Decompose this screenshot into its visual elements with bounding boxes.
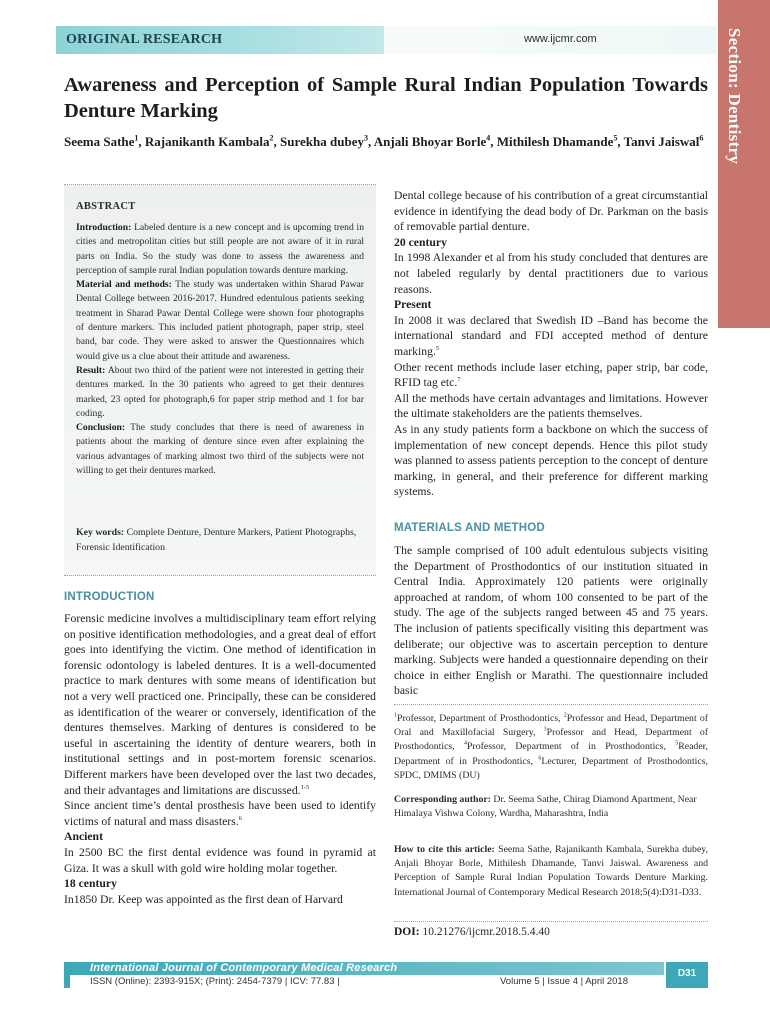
keywords	[76, 525, 364, 555]
side-section-label-wrap	[718, 0, 770, 328]
footer-volume: Volume 5 | Issue 4 | April 2018	[500, 976, 628, 987]
doi	[394, 926, 550, 938]
affil-sup: 3	[543, 726, 547, 733]
abstract-heading: ABSTRACT	[76, 201, 136, 212]
intro-paragraph	[64, 798, 376, 829]
methods-text: The sample comprised of 100 adult edentulous subjects visiting the Department of Prosthodontics of our institution situated in Central India. Approximately 120 patients were originally approached at random, of whom 100 consented to be part of the study. The age of the subjects ranged between 45 and 75 years. The inclusion of patients specifically visiting this department was deliberate; our objective was to ascertain perception to denture marking. Subjects were handed a questionnaire depending on their choice in either English or Marathi. The questionnaire included basic	[394, 544, 708, 698]
author-sup: 3	[363, 133, 368, 143]
article-title: Awareness and Perception of Sample Rural Indian Population Towards Denture Marking	[64, 74, 708, 122]
citation-ref[interactable]: 6	[238, 814, 242, 822]
ancient-heading: Ancient	[64, 830, 103, 844]
footer-band	[64, 962, 664, 975]
abstract-label: Conclusion:	[76, 422, 126, 434]
century-18-heading: 18 century	[64, 877, 117, 891]
abstract-text: Labeled denture is a new concept and is upcoming trend in cities and metropolitan cities but still people are not aware of it in rural parts on India. So the study was done to assess the awareness and perception of sample rural Indian population towards denture marking.	[76, 222, 364, 276]
corresponding-label: Corresponding author:	[394, 794, 491, 805]
section-banner	[56, 26, 384, 54]
author: Seema Sathe	[64, 134, 135, 149]
author-sup: 6	[699, 133, 704, 143]
intro-paragraph	[64, 611, 376, 798]
affil-sup: 5	[675, 741, 679, 748]
methods-body	[394, 543, 708, 699]
corresponding-text: Dr. Seema Sathe, Chirag Diamond Apartment, Near Himalaya Vishwa Colony, Wardha, Maharashtra, India	[394, 794, 697, 820]
abstract-text: The study concludes that there is need of awareness in patients about the marking of denture since even after explaining the various advantages of marking almost two third of the subjects were not willing to get their dentures marked.	[76, 422, 364, 477]
present-body: In 2008 it was declared that Swedish ID –Band has become the international standard and FDI accepted method of denture marking.	[394, 313, 708, 358]
introduction-heading: INTRODUCTION	[64, 591, 155, 603]
other-methods-body: Other recent methods include laser etching, paper strip, bar code, RFID tag etc.	[394, 360, 708, 390]
affiliations	[394, 712, 708, 783]
citation-ref[interactable]: 7	[457, 376, 461, 384]
footer-journal-name: International Journal of Contemporary Medical Research	[90, 962, 398, 974]
affil-text: Reader, Department of in Prosthodontics,	[394, 741, 709, 767]
footer-issn: ISSN (Online): 2393-915X; (Print): 2454-7379 | ICV: 77.83 |	[90, 976, 340, 987]
author: Anjali Bhoyar Borle	[373, 134, 487, 149]
citation-ref[interactable]: 5	[435, 345, 440, 353]
doi-label: DOI:	[394, 926, 420, 938]
century-18-text: In1850 Dr. Keep was appointed as the first dean of Harvard	[64, 892, 343, 906]
affil-text: Professor, Department of in Prosthodontics,	[466, 741, 676, 753]
author-sup: 5	[613, 133, 618, 143]
author: Rajanikanth Kambala	[144, 134, 270, 149]
how-to-cite	[394, 843, 708, 900]
side-section-label: Section: Dentistry	[725, 28, 744, 165]
affil-text: Lecturer, Department of Prosthodontics, SPDC, DMIMS (DU)	[394, 755, 708, 781]
century-20-text: In 1998 Alexander et al from his study concluded that dentures are not labeled regularly by dental practitioners due to various reasons.	[394, 251, 708, 296]
keywords-label: Key words:	[76, 527, 125, 538]
abstract-introduction	[76, 221, 364, 278]
running-footer	[64, 962, 708, 988]
affil-text: Professor, Department of Prosthodontics,	[397, 713, 564, 724]
affil-sup: 2	[563, 712, 567, 719]
corresponding-author	[394, 793, 708, 821]
all-methods-text: All the methods have certain advantages and limitations. However the ultimate stakeholders are the patients themselves.	[394, 391, 708, 421]
author-list: Seema Sathe$^1$, Rajanikanth Kambala$^2$, Surekha dubey$^3$, Anjali Bhoyar Borle$^4$, Mithilesh Dhamande$^5$, Tanvi Jaiswal$^6$	[64, 133, 704, 149]
doi-link[interactable]: 10.21276/ijcmr.2018.5.4.40	[419, 926, 550, 938]
section-label: ORIGINAL RESEARCH	[66, 32, 223, 47]
left-column-body	[64, 611, 376, 907]
abstract-label: Result:	[76, 364, 106, 376]
affil-sup: 6	[538, 755, 542, 762]
abstract-conclusion	[76, 421, 364, 478]
page-number-box	[666, 962, 708, 988]
author-sup: 4	[486, 133, 491, 143]
abstract-label: Introduction:	[76, 222, 132, 233]
intro-text: Since ancient time’s dental prosthesis have been used to identify victims of natural and mass disasters.	[64, 799, 376, 828]
affil-sup: 1	[394, 712, 397, 719]
running-header	[56, 26, 716, 54]
abstract-result	[76, 364, 364, 421]
methods-heading: MATERIALS AND METHOD	[394, 522, 545, 534]
abstract-body	[76, 221, 364, 478]
present-heading: Present	[394, 298, 432, 312]
abstract-box	[64, 184, 376, 576]
url-banner	[384, 26, 716, 54]
present-text	[394, 313, 708, 360]
abstract-methods	[76, 278, 364, 364]
divider	[394, 704, 708, 705]
footer-tab	[64, 962, 70, 988]
citation-ref[interactable]: 1-5	[300, 783, 310, 791]
affil-text: Professor and Head, Department of Oral and Maxillofacial Surgery,	[394, 713, 708, 739]
author: Mithilesh Dhamande	[496, 134, 614, 149]
study-rationale-text: As in any study patients form a backbone on which the success of implementation of new concept depends. Hence this pilot study was planned to assess patients perception to the concept of denture marking, in general, and their preference for different marking systems.	[394, 422, 708, 499]
author: Surekha dubey	[280, 134, 364, 149]
century-18-continued: Dental college because of his contribution of a great circumstantial evidence in identifying the dead body of Dr. Parkman on the basis of removable partial denture.	[394, 189, 708, 234]
affil-sup: 4	[463, 741, 467, 748]
journal-url[interactable]: www.ijcmr.com	[524, 33, 597, 45]
abstract-text: About two third of the patient were not interested in getting their dentures marked. In the 30 patients who agreed to get their dentures marked, 23 opted for photograph,6 for paper strip method and 1 for bar coding.	[76, 364, 364, 419]
abstract-label: Material and methods:	[76, 279, 172, 291]
keywords-text: Complete Denture, Denture Markers, Patient Photographs, Forensic Identification	[76, 527, 357, 553]
author-sup: 1	[134, 133, 139, 143]
cite-text: Seema Sathe, Rajanikanth Kambala, Surekha dubey, Anjali Bhoyar Borle, Mithilesh Dhamande, Tanvi Jaiswal. Awareness and Perception of Sample Rural Indian Population Towards Denture Marking. International Journal of Contemporary Medical Research 2018;5(4):D31-D33.	[394, 844, 709, 898]
right-column-body	[394, 188, 708, 500]
intro-text: Forensic medicine involves a multidisciplinary team effort relying on positive identification methodologies, and a great deal of effort goes into identifying the victim. One method of identification in forensic odontology is labeled dentures. It is a well-documented practice to mark dentures with some means of identification but not a very well practiced one. Principally, these can be considered as identification of the wearer or conversely, identification of the dentures themselves. Marking of dentures is considered to be useful in ascertaining the identity of denture wearers, both in institutional settings and in post-mortem forensic scenarios. Different markers have been developed over the last two decades, and their advantages and limitations are discussed.	[64, 612, 376, 797]
cite-label: How to cite this article:	[394, 844, 495, 855]
abstract-text: The study was undertaken within Sharad Pawar Dental College between 2016-2017. Hundred edentulous patients seeking treatment in Sharad Pawar Dental College were shown four photographs of denture markers. This included patient photograph, paper strip, steel band, bar code. They were asked to answer the Questionnaires which would give us a clue about their attitude and awareness.	[76, 279, 364, 362]
page-number: D31	[677, 968, 697, 979]
author: Tanvi Jaiswal	[623, 134, 700, 149]
divider	[394, 921, 708, 922]
affil-text: Professor and Head, Department of Prosthodontics,	[394, 727, 708, 753]
author-sup: 2	[269, 133, 274, 143]
century-20-heading: 20 century	[394, 235, 447, 249]
ancient-text: In 2500 BC the first dental evidence was found in pyramid at Giza. It was a skull with gold wire holding molar together.	[64, 845, 376, 875]
other-methods-text	[394, 360, 708, 391]
